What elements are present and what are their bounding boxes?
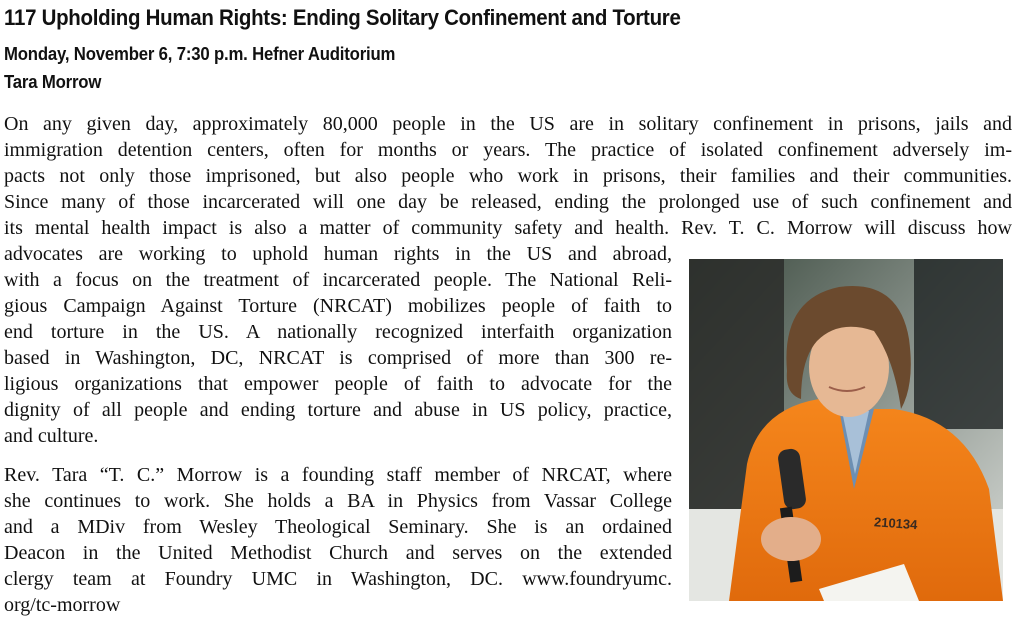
text-line: ligious organizations that empower people of faith to advocate for the [4,373,672,395]
text-line: end torture in the US. A nationally recognized interfaith organization [4,321,672,343]
text-line: advocates are working to uphold human rights in the US and abroad, [4,243,672,265]
text-line: Deacon in the United Methodist Church and serves on the extended [4,542,672,564]
text-line: Rev. Tara “T. C.” Morrow is a founding staff member of NRCAT, where [4,464,672,486]
text-line: she continues to work. She holds a BA in Physics from Vassar College [4,490,672,512]
text-line: and a MDiv from Wesley Theological Seminary. She is an ordained [4,516,672,538]
text-line: pacts not only those imprisoned, but also people who work in prisons, their families and their communities. [4,165,1012,187]
text-line: dignity of all people and ending torture and abuse in US policy, practice, [4,399,672,421]
speaker-name: Tara Morrow [4,72,102,92]
speaker-photo [689,259,1003,601]
text-line: and culture. [4,425,99,447]
event-datetime-location: Monday, November 6, 7:30 p.m. Hefner Auditorium [4,44,396,64]
background-figure [914,259,1003,429]
text-line: clergy team at Foundry UMC in Washington, DC. www.foundryumc. [4,568,672,590]
text-line: Since many of those incarcerated will one day be released, ending the prolonged use of such confinement and [4,191,1012,213]
hand [761,517,821,561]
text-line: On any given day, approximately 80,000 people in the US are in solitary confinement in prisons, jails and [4,113,1012,135]
text-line: its mental health impact is also a matter of community safety and health. Rev. T. C. Morrow will discuss how [4,217,1012,239]
text-line: immigration detention centers, often for months or years. The practice of isolated confinement adversely im- [4,139,1012,161]
text-line: gious Campaign Against Torture (NRCAT) mobilizes people of faith to [4,295,672,317]
text-line: org/tc-morrow [4,594,121,616]
jumpsuit-number: 210134 [873,514,918,533]
text-line: based in Washington, DC, NRCAT is comprised of more than 300 re- [4,347,672,369]
text-line: with a focus on the treatment of incarcerated people. The National Reli- [4,269,672,291]
article-title: 117 Upholding Human Rights: Ending Solitary Confinement and Torture [4,5,681,30]
